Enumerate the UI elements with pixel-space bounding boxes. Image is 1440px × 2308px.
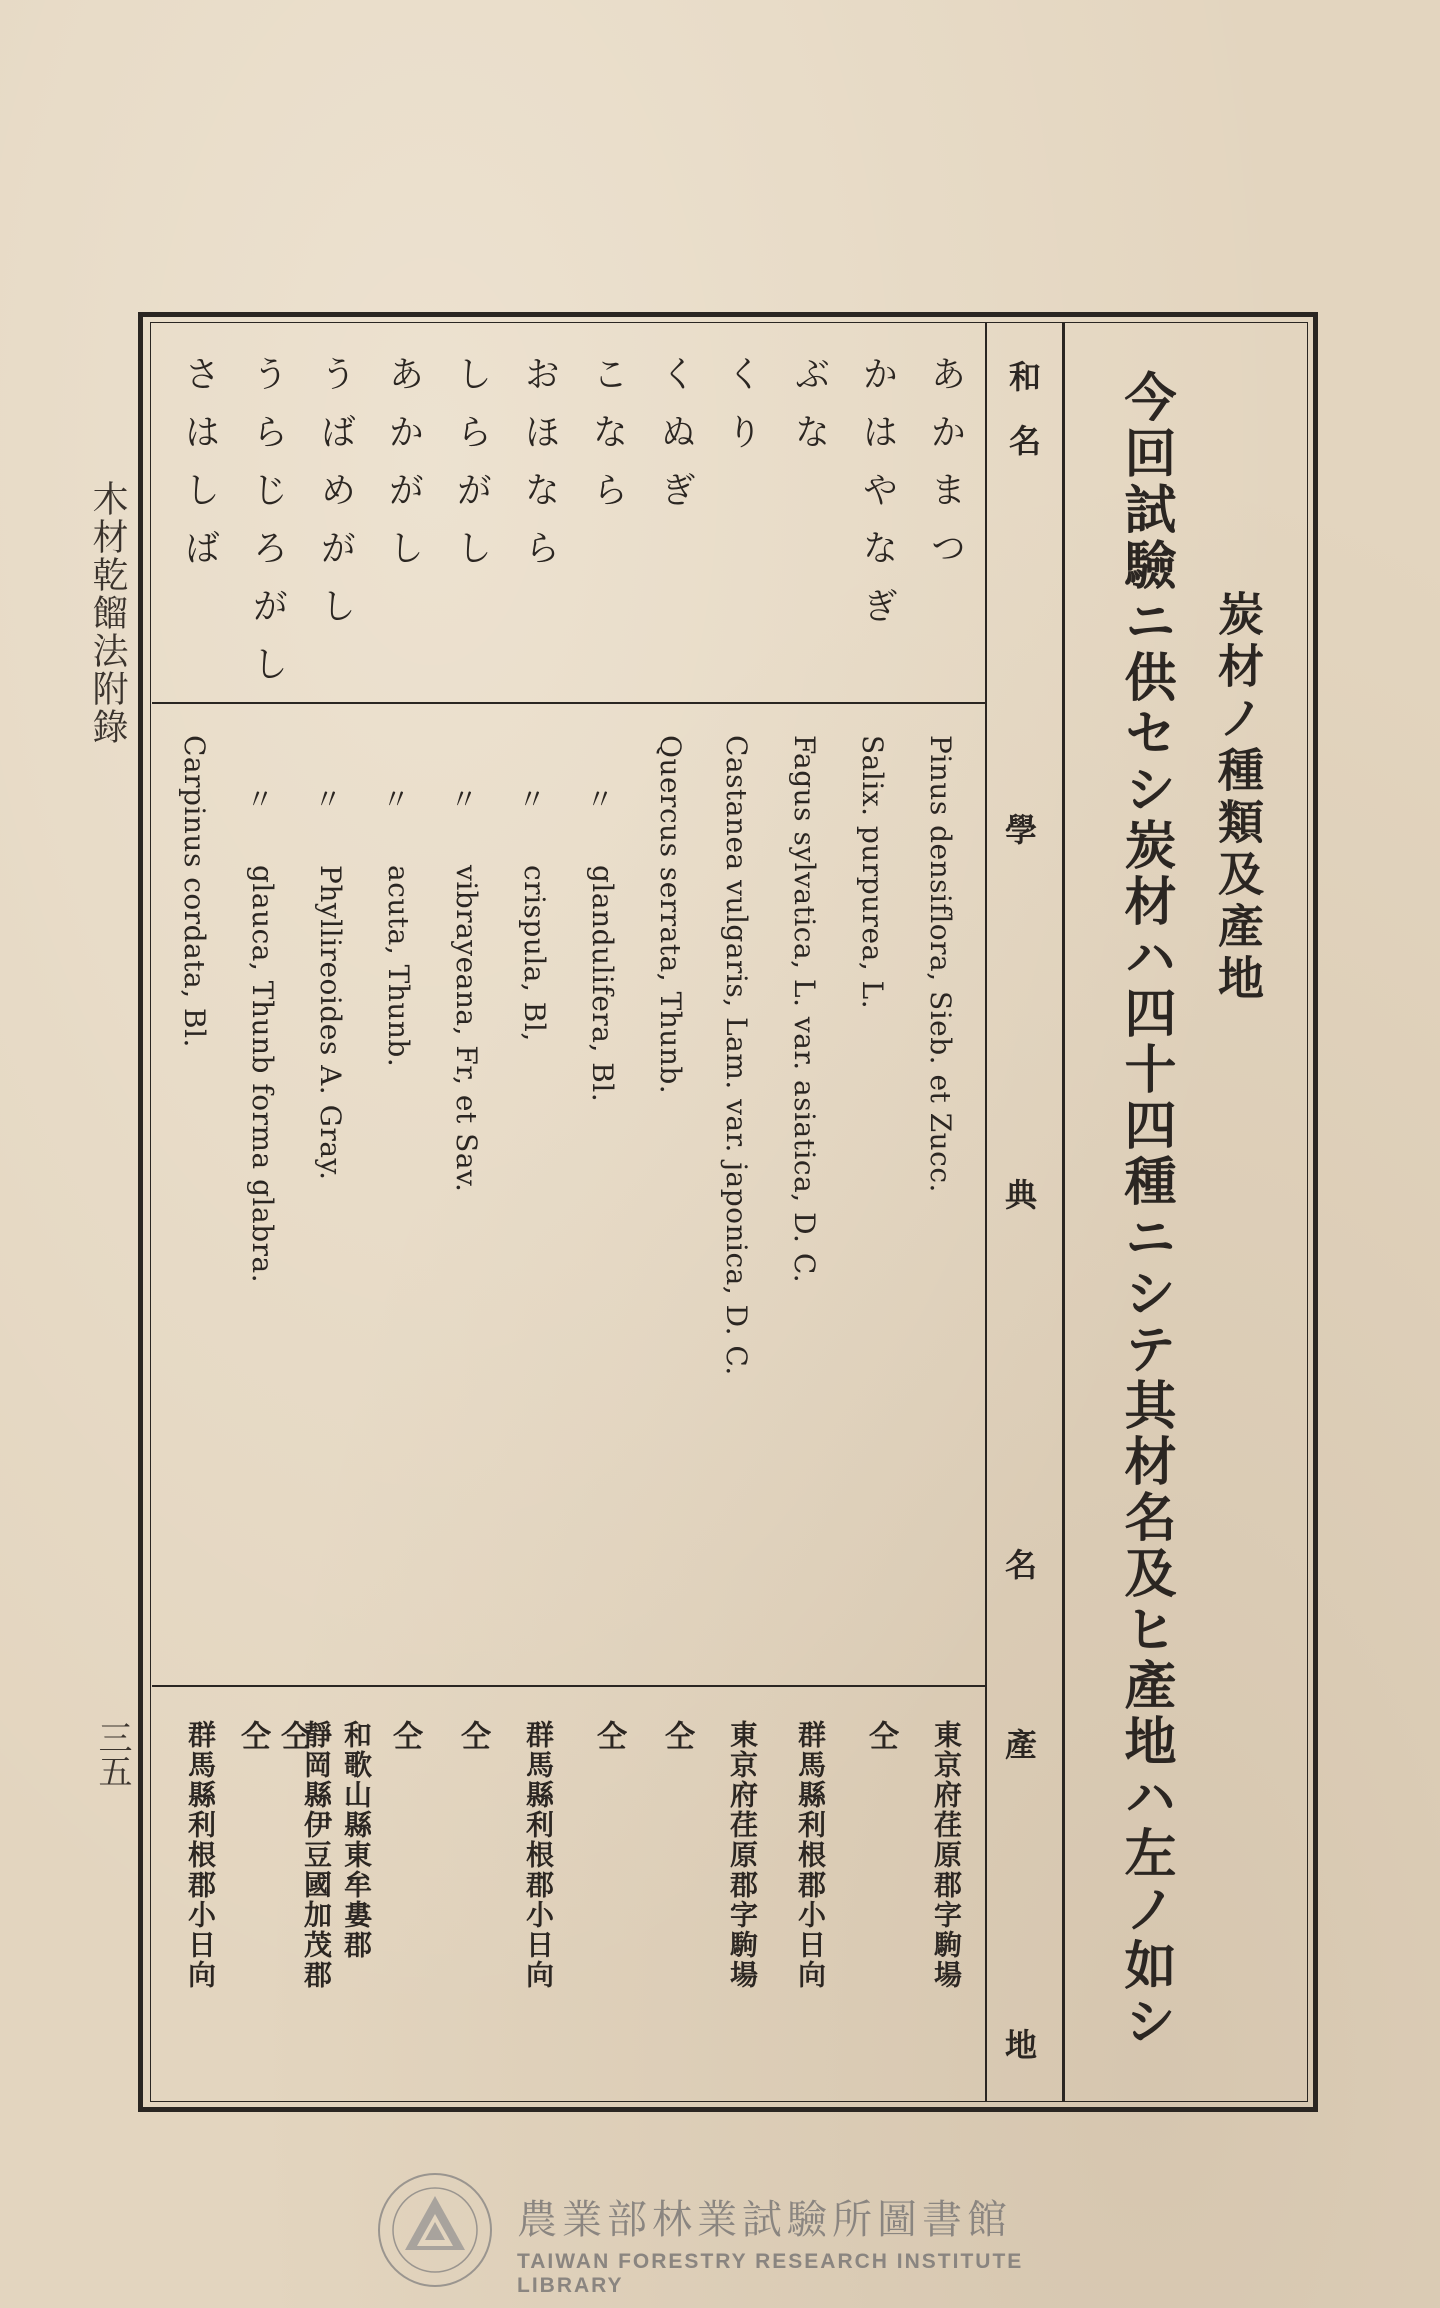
row-12-sanchi: 群馬縣利根郡小日向: [184, 1720, 217, 1990]
row-7-gakumei: crispula, Bl,: [518, 865, 551, 1042]
row-9-sanchi: 仝: [387, 1720, 422, 1750]
library-name-english: TAIWAN FORESTRY RESEARCH INSTITUTE LIBRARY: [517, 2250, 1024, 2297]
library-name-chinese: 農業部林業試驗所圖書館: [517, 2197, 1012, 2243]
row-11-wamei: うらじろがし: [247, 355, 288, 703]
header-sanchi-2: 地: [1005, 2026, 1038, 2064]
row-1-sanchi: 東京府荏原郡字駒場: [930, 1720, 963, 1990]
library-seal-icon: [375, 2170, 495, 2290]
header-wamei: 和 名: [1004, 360, 1042, 456]
row-7-sanchi: 群馬縣利根郡小日向: [522, 1720, 555, 1990]
section-intro: 今回試驗ニ供セシ炭材ハ四十四種ニシテ其材名及ヒ產地ハ左ノ如シ: [1115, 370, 1176, 2050]
row-5-sanchi: 仝: [659, 1720, 694, 1750]
row-9-wamei: あかがし: [383, 355, 424, 587]
row-10-sanchi: 和歌山縣東牟婁郡: [340, 1720, 373, 1960]
row-4-sanchi: 東京府荏原郡字駒場: [726, 1720, 759, 1990]
row-10-gakumei: Phyllireoides A. Gray.: [314, 865, 347, 1181]
row-2-sanchi: 仝: [863, 1720, 898, 1750]
header-gakumei-2: 典: [1005, 1176, 1038, 1214]
row-2-wamei: かはやなぎ: [857, 355, 898, 645]
row-7-ditto-mark: 〃: [518, 783, 547, 816]
row-4-gakumei: Castanea vulgaris, Lam. var. japonica, D. C.: [720, 735, 753, 1376]
header-gakumei-3: 名: [1005, 1546, 1038, 1584]
row-11-gakumei: glauca, Thunb forma glabra.: [246, 865, 279, 1284]
table-right-rule: [1062, 322, 1065, 2102]
row-9-ditto-mark: 〃: [382, 783, 411, 816]
row-9-gakumei: acuta, Thunb.: [382, 865, 415, 1068]
row-6-wamei: こなら: [587, 355, 628, 529]
row-12-gakumei: Carpinus cordata, Bl.: [178, 735, 211, 1048]
row-12-wamei: さはしば: [179, 355, 220, 587]
row-5-gakumei: Quercus serrata, Thunb.: [654, 735, 687, 1095]
row-11-extra-ditto: 仝: [275, 1720, 310, 1750]
row-8-ditto-mark: 〃: [450, 783, 479, 816]
row-10-wamei: うばめがし: [315, 355, 356, 645]
row-8-sanchi: 仝: [455, 1720, 490, 1750]
row-6-sanchi: 仝: [591, 1720, 626, 1750]
row-3-wamei: ぶな: [789, 355, 830, 471]
header-column-rule: [985, 322, 987, 2102]
sanchi-rule: [152, 1685, 985, 1687]
row-10-ditto-mark: 〃: [314, 783, 343, 816]
row-3-sanchi: 群馬縣利根郡小日向: [794, 1720, 827, 1990]
row-1-wamei: あかまつ: [925, 355, 966, 587]
row-1-gakumei: Pinus densiflora, Sieb. et Zucc.: [924, 735, 957, 1193]
row-8-gakumei: vibrayeana, Fr, et Sav.: [450, 865, 483, 1193]
running-head: 木材乾餾法附錄: [87, 480, 128, 746]
page-number: 三五: [92, 1720, 132, 1788]
row-3-gakumei: Fagus sylvatica, L. var. asiatica, D. C.: [788, 735, 821, 1284]
row-11-sanchi: 靜岡縣伊豆國加茂郡: [300, 1720, 333, 1990]
row-6-gakumei: glandulifera, Bl.: [586, 865, 619, 1103]
header-sanchi-1: 產: [1005, 1726, 1038, 1764]
row-11-ditto-mark: 〃: [246, 783, 275, 816]
library-watermark: [375, 2170, 1075, 2297]
row-11-second-ditto: 仝: [235, 1720, 270, 1750]
section-title: 炭材ノ種類及產地: [1211, 590, 1265, 1006]
header-gakumei-1: 學: [1005, 811, 1038, 849]
row-8-wamei: しらがし: [451, 355, 492, 587]
row-7-wamei: おほなら: [519, 355, 560, 587]
row-6-ditto-mark: 〃: [586, 783, 615, 816]
row-4-wamei: くり: [721, 355, 762, 471]
row-5-wamei: くぬぎ: [655, 355, 696, 529]
row-2-gakumei: Salix. purpurea, L.: [856, 735, 889, 1010]
